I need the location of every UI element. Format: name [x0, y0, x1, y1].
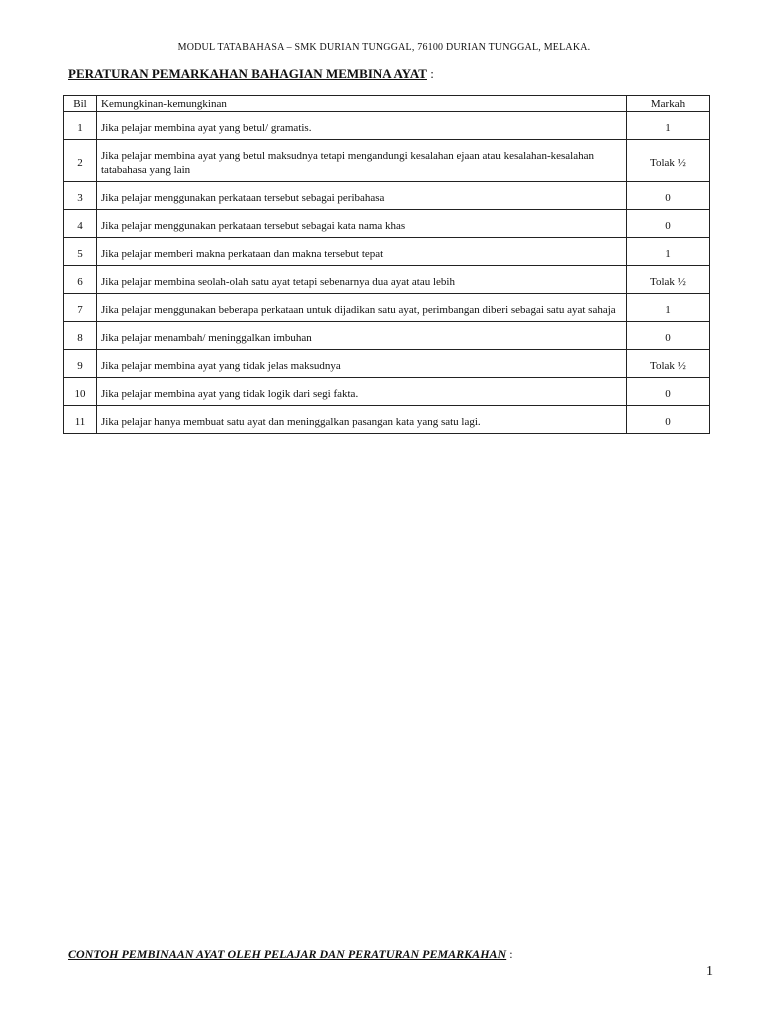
row-bil: 3: [64, 182, 97, 210]
row-bil: 7: [64, 294, 97, 322]
row-mark: 1: [627, 238, 710, 266]
row-text: Jika pelajar menggunakan perkataan tersebut sebagai kata nama khas: [97, 210, 627, 238]
row-text: Jika pelajar membina ayat yang betul/ gramatis.: [97, 112, 627, 140]
row-text: Jika pelajar memberi makna perkataan dan makna tersebut tepat: [97, 238, 627, 266]
row-bil: 9: [64, 350, 97, 378]
example-section-title-text: CONTOH PEMBINAAN AYAT OLEH PELAJAR DAN PERATURAN PEMARKAHAN: [68, 947, 507, 961]
row-mark: 0: [627, 406, 710, 434]
example-section-title: [68, 947, 513, 962]
section-title-text: PERATURAN PEMARKAHAN BAHAGIAN MEMBINA AYAT: [68, 66, 427, 81]
row-mark: 0: [627, 322, 710, 350]
table-header-row: [64, 96, 710, 112]
table-row: [64, 406, 710, 434]
row-mark: Tolak ½: [627, 350, 710, 378]
row-bil: 2: [64, 140, 97, 182]
table-row: [64, 350, 710, 378]
row-text: Jika pelajar membina ayat yang tidak logik dari segi fakta.: [97, 378, 627, 406]
row-text: Jika pelajar hanya membuat satu ayat dan meninggalkan pasangan kata yang satu lagi.: [97, 406, 627, 434]
row-mark: 1: [627, 294, 710, 322]
row-mark: 1: [627, 112, 710, 140]
row-text: Jika pelajar menggunakan perkataan tersebut sebagai peribahasa: [97, 182, 627, 210]
table-row: [64, 322, 710, 350]
row-mark: Tolak ½: [627, 266, 710, 294]
table-row: [64, 266, 710, 294]
header-markah: Markah: [627, 96, 710, 112]
row-mark: 0: [627, 378, 710, 406]
row-text: Jika pelajar menggunakan beberapa perkataan untuk dijadikan satu ayat, perimbangan diberi sebagai satu ayat sahaja: [97, 294, 627, 322]
header-kemungkinan: Kemungkinan-kemungkinan: [97, 96, 627, 112]
row-bil: 5: [64, 238, 97, 266]
section-title-suffix: :: [426, 66, 434, 81]
row-bil: 8: [64, 322, 97, 350]
row-mark: Tolak ½: [627, 140, 710, 182]
table-row: [64, 112, 710, 140]
section-title: [68, 66, 434, 82]
row-mark: 0: [627, 182, 710, 210]
row-bil: 6: [64, 266, 97, 294]
table-row: [64, 210, 710, 238]
row-text: Jika pelajar menambah/ meninggalkan imbuhan: [97, 322, 627, 350]
document-header: MODUL TATABAHASA – SMK DURIAN TUNGGAL, 76100 DURIAN TUNGGAL, MELAKA.: [177, 42, 591, 53]
row-text: Jika pelajar membina ayat yang betul maksudnya tetapi mengandungi kesalahan ejaan atau kesalahan-kesalahan tatabahasa yang lain: [97, 140, 627, 182]
table-row: [64, 294, 710, 322]
row-mark: 0: [627, 210, 710, 238]
table-row: [64, 140, 710, 182]
table-row: [64, 378, 710, 406]
table-row: [64, 182, 710, 210]
marking-rules-table: [63, 95, 710, 434]
header-bil: Bil: [64, 96, 97, 112]
row-bil: 1: [64, 112, 97, 140]
row-bil: 11: [64, 406, 97, 434]
row-text: Jika pelajar membina seolah-olah satu ayat tetapi sebenarnya dua ayat atau lebih: [97, 266, 627, 294]
row-bil: 10: [64, 378, 97, 406]
row-text: Jika pelajar membina ayat yang tidak jelas maksudnya: [97, 350, 627, 378]
example-section-title-suffix: :: [506, 947, 513, 961]
table-row: [64, 238, 710, 266]
row-bil: 4: [64, 210, 97, 238]
page-number: 1: [706, 964, 713, 979]
